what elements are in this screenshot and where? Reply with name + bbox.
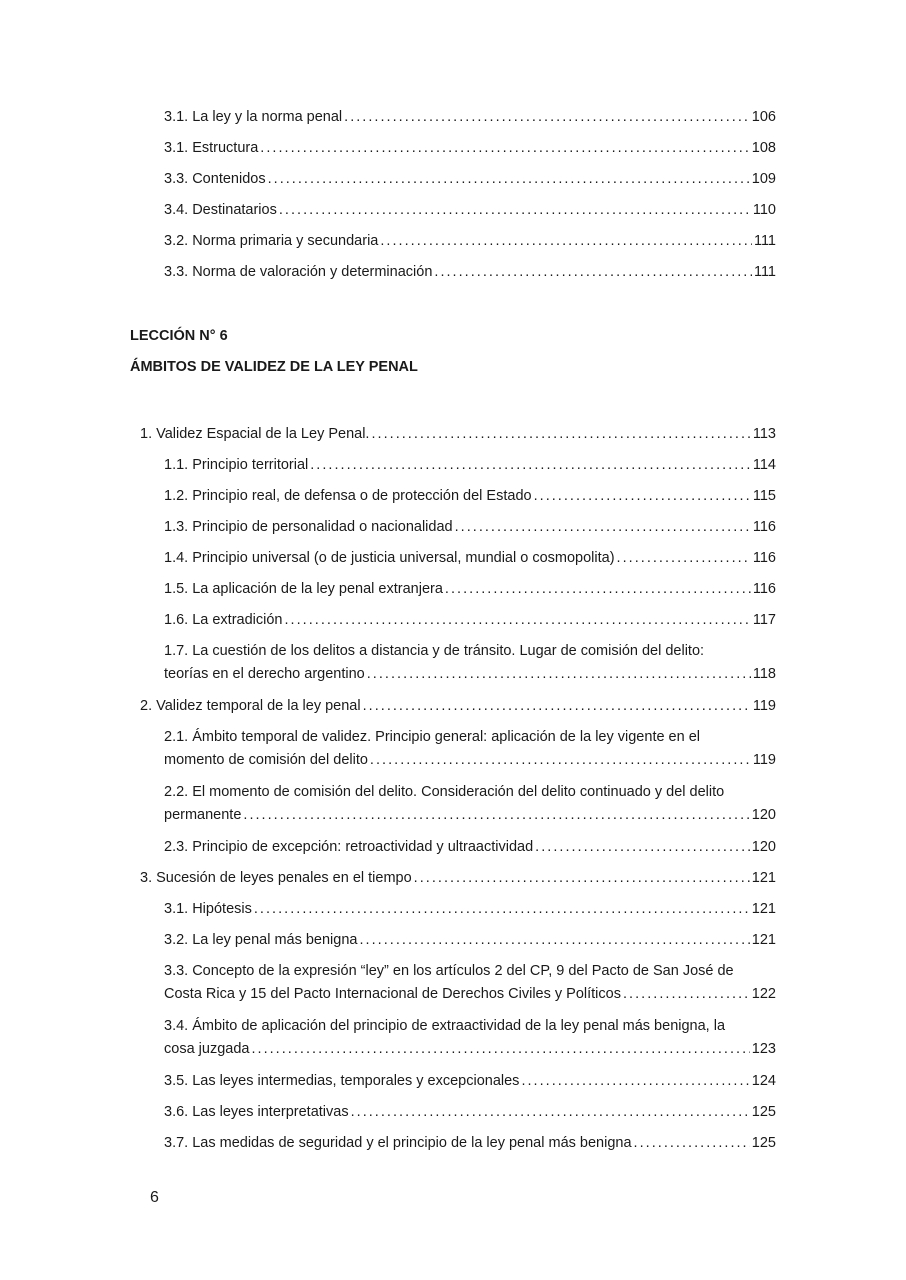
toc-entry-row xyxy=(164,983,776,1006)
toc-entry-row xyxy=(164,749,776,772)
toc-entry-page: 123 xyxy=(751,1041,776,1057)
toc-entry-first-line: 1.7. La cuestión de los delitos a distancia y de tránsito. Lugar de comisión del delito: xyxy=(164,643,705,659)
toc-entry-row xyxy=(164,578,776,601)
dot-leader xyxy=(414,867,750,890)
dot-leader xyxy=(617,547,751,570)
toc-entry-row xyxy=(164,106,776,129)
toc-entry-title: 2. Validez temporal de la ley penal xyxy=(140,698,361,714)
dot-leader xyxy=(370,749,751,772)
toc-entry-page: 111 xyxy=(753,264,776,280)
toc-entry-page: 121 xyxy=(751,932,776,948)
toc-entry-page: 111 xyxy=(753,233,776,249)
toc-entry xyxy=(164,485,776,508)
dot-leader xyxy=(445,578,751,601)
toc-entry-row xyxy=(164,1070,776,1093)
toc-entry-title: Costa Rica y 15 del Pacto Internacional de Derechos Civiles y Políticos xyxy=(164,986,621,1002)
toc-entry-title: 3.2. Norma primaria y secundaria xyxy=(164,233,379,249)
toc-entry-row xyxy=(164,547,776,570)
toc-entry-title: 3.3. Norma de valoración y determinación xyxy=(164,264,433,280)
dot-leader xyxy=(251,1038,749,1061)
toc-entry-row xyxy=(164,454,776,477)
toc-entry-title: 1.3. Principio de personalidad o nacionalidad xyxy=(164,519,453,535)
toc-entry-title: 1. Validez Espacial de la Ley Penal. xyxy=(140,426,370,442)
toc-entry xyxy=(164,640,776,686)
dot-leader xyxy=(534,485,751,508)
toc-entry xyxy=(164,168,776,191)
dot-leader xyxy=(344,106,750,129)
toc-entry-row xyxy=(164,137,776,160)
toc-entry-title: 1.2. Principio real, de defensa o de protección del Estado xyxy=(164,488,532,504)
toc-entry-row xyxy=(164,516,776,539)
toc-entry-title: 3.1. La ley y la norma penal xyxy=(164,109,343,125)
dot-leader xyxy=(254,898,750,921)
toc-entry-title: 3.5. Las leyes intermedias, temporales y excepcionales xyxy=(164,1073,520,1089)
toc-entry-title: 3.4. Destinatarios xyxy=(164,202,277,218)
toc-entry-title: 1.4. Principio universal (o de justicia universal, mundial o cosmopolita) xyxy=(164,550,615,566)
toc-entry-page: 110 xyxy=(752,202,776,218)
toc-entry xyxy=(164,726,776,772)
toc-entry-page: 115 xyxy=(752,488,776,504)
toc-entry xyxy=(140,867,776,890)
dot-leader xyxy=(535,836,750,859)
toc-entry xyxy=(164,1015,776,1061)
toc-entry-first-line: 3.4. Ámbito de aplicación del principio de extraactividad de la ley penal más benigna, la xyxy=(164,1018,726,1034)
toc-entry-row xyxy=(164,929,776,952)
toc-entry-page: 122 xyxy=(751,986,776,1002)
toc-entry xyxy=(164,106,776,129)
toc-entry-page: 125 xyxy=(751,1135,776,1151)
toc-entry-page: 119 xyxy=(752,698,776,714)
dot-leader xyxy=(367,663,751,686)
toc-entry-page: 114 xyxy=(752,457,776,473)
toc-entry xyxy=(140,423,776,446)
dot-leader xyxy=(359,929,749,952)
lesson-number: LECCIÓN N° 6 xyxy=(130,328,228,344)
toc-entry-page: 109 xyxy=(751,171,776,187)
toc-entry xyxy=(164,1101,776,1124)
toc-entry-row xyxy=(140,695,776,718)
toc-entry-row xyxy=(164,1132,776,1155)
toc-entry xyxy=(164,781,776,827)
dot-leader xyxy=(279,199,751,222)
toc-entry-page: 125 xyxy=(751,1104,776,1120)
dot-leader xyxy=(434,261,752,284)
dot-leader xyxy=(351,1101,750,1124)
toc-entry-page: 119 xyxy=(752,752,776,768)
toc-entry xyxy=(164,1070,776,1093)
toc-entry-page: 118 xyxy=(752,666,776,682)
toc-entry-title: 3.1. Estructura xyxy=(164,140,259,156)
dot-leader xyxy=(634,1132,750,1155)
dot-leader xyxy=(243,804,749,827)
lesson-toc xyxy=(0,423,906,1163)
dot-leader xyxy=(268,168,750,191)
dot-leader xyxy=(380,230,752,253)
toc-entry-page: 124 xyxy=(751,1073,776,1089)
toc-entry xyxy=(164,609,776,632)
toc-entry-row xyxy=(164,485,776,508)
toc-entry-page: 117 xyxy=(752,612,776,628)
dot-leader xyxy=(260,137,750,160)
toc-entry-page: 120 xyxy=(751,807,776,823)
toc-entry-row xyxy=(140,423,776,446)
toc-entry xyxy=(164,516,776,539)
toc-entry-title: teorías en el derecho argentino xyxy=(164,666,365,682)
toc-entry xyxy=(164,454,776,477)
toc-entry-page: 121 xyxy=(751,901,776,917)
dot-leader xyxy=(310,454,751,477)
toc-entry-row xyxy=(164,1101,776,1124)
toc-entry xyxy=(164,261,776,284)
toc-entry-title: 2.3. Principio de excepción: retroactividad y ultraactividad xyxy=(164,839,534,855)
toc-entry xyxy=(164,199,776,222)
toc-entry-title: momento de comisión del delito xyxy=(164,752,368,768)
toc-entry-first-line: 2.1. Ámbito temporal de validez. Principio general: aplicación de la ley vigente en el xyxy=(164,729,701,745)
toc-entry xyxy=(164,230,776,253)
toc-entry-title: 3. Sucesión de leyes penales en el tiempo xyxy=(140,870,412,886)
toc-entry xyxy=(164,578,776,601)
dot-leader xyxy=(285,609,751,632)
toc-entry-title: 3.2. La ley penal más benigna xyxy=(164,932,358,948)
toc-entry-page: 116 xyxy=(752,581,776,597)
toc-entry xyxy=(164,836,776,859)
toc-entry-row xyxy=(164,836,776,859)
toc-entry xyxy=(164,898,776,921)
toc-entry-page: 121 xyxy=(751,870,776,886)
page-number: 6 xyxy=(150,1189,159,1206)
dot-leader xyxy=(623,983,750,1006)
toc-entry-title: 3.7. Las medidas de seguridad y el principio de la ley penal más benigna xyxy=(164,1135,632,1151)
lesson-title: ÁMBITOS DE VALIDEZ DE LA LEY PENAL xyxy=(130,359,418,375)
toc-continuation xyxy=(0,106,906,292)
toc-entry-page: 108 xyxy=(751,140,776,156)
toc-entry xyxy=(164,960,776,1006)
toc-entry-page: 113 xyxy=(752,426,776,442)
toc-entry-row xyxy=(164,609,776,632)
toc-entry-title: 1.1. Principio territorial xyxy=(164,457,309,473)
toc-entry xyxy=(164,1132,776,1155)
toc-entry-row xyxy=(164,804,776,827)
dot-leader xyxy=(363,695,751,718)
toc-entry-first-line: 3.3. Concepto de la expresión “ley” en los artículos 2 del CP, 9 del Pacto de San José de xyxy=(164,963,734,979)
toc-entry-row xyxy=(164,199,776,222)
dot-leader xyxy=(455,516,751,539)
toc-entry-page: 116 xyxy=(752,519,776,535)
toc-entry-page: 106 xyxy=(751,109,776,125)
toc-entry-title: 1.6. La extradición xyxy=(164,612,283,628)
toc-entry-title: cosa juzgada xyxy=(164,1041,250,1057)
toc-entry xyxy=(140,695,776,718)
toc-entry xyxy=(164,547,776,570)
toc-entry-row xyxy=(164,663,776,686)
toc-entry-title: 3.6. Las leyes interpretativas xyxy=(164,1104,349,1120)
toc-entry-page: 120 xyxy=(751,839,776,855)
toc-entry-title: 3.1. Hipótesis xyxy=(164,901,252,917)
toc-entry-title: permanente xyxy=(164,807,242,823)
dot-leader xyxy=(521,1070,749,1093)
toc-entry-row xyxy=(140,867,776,890)
toc-entry-row xyxy=(164,1038,776,1061)
toc-entry-title: 1.5. La aplicación de la ley penal extranjera xyxy=(164,581,443,597)
toc-entry-row xyxy=(164,898,776,921)
toc-entry-title: 3.3. Contenidos xyxy=(164,171,266,187)
dot-leader xyxy=(371,423,750,446)
toc-entry-row xyxy=(164,230,776,253)
toc-entry xyxy=(164,929,776,952)
toc-entry-page: 116 xyxy=(752,550,776,566)
toc-entry-row xyxy=(164,168,776,191)
toc-entry-row xyxy=(164,261,776,284)
toc-entry xyxy=(164,137,776,160)
toc-entry-first-line: 2.2. El momento de comisión del delito. Consideración del delito continuado y del delito xyxy=(164,784,725,800)
